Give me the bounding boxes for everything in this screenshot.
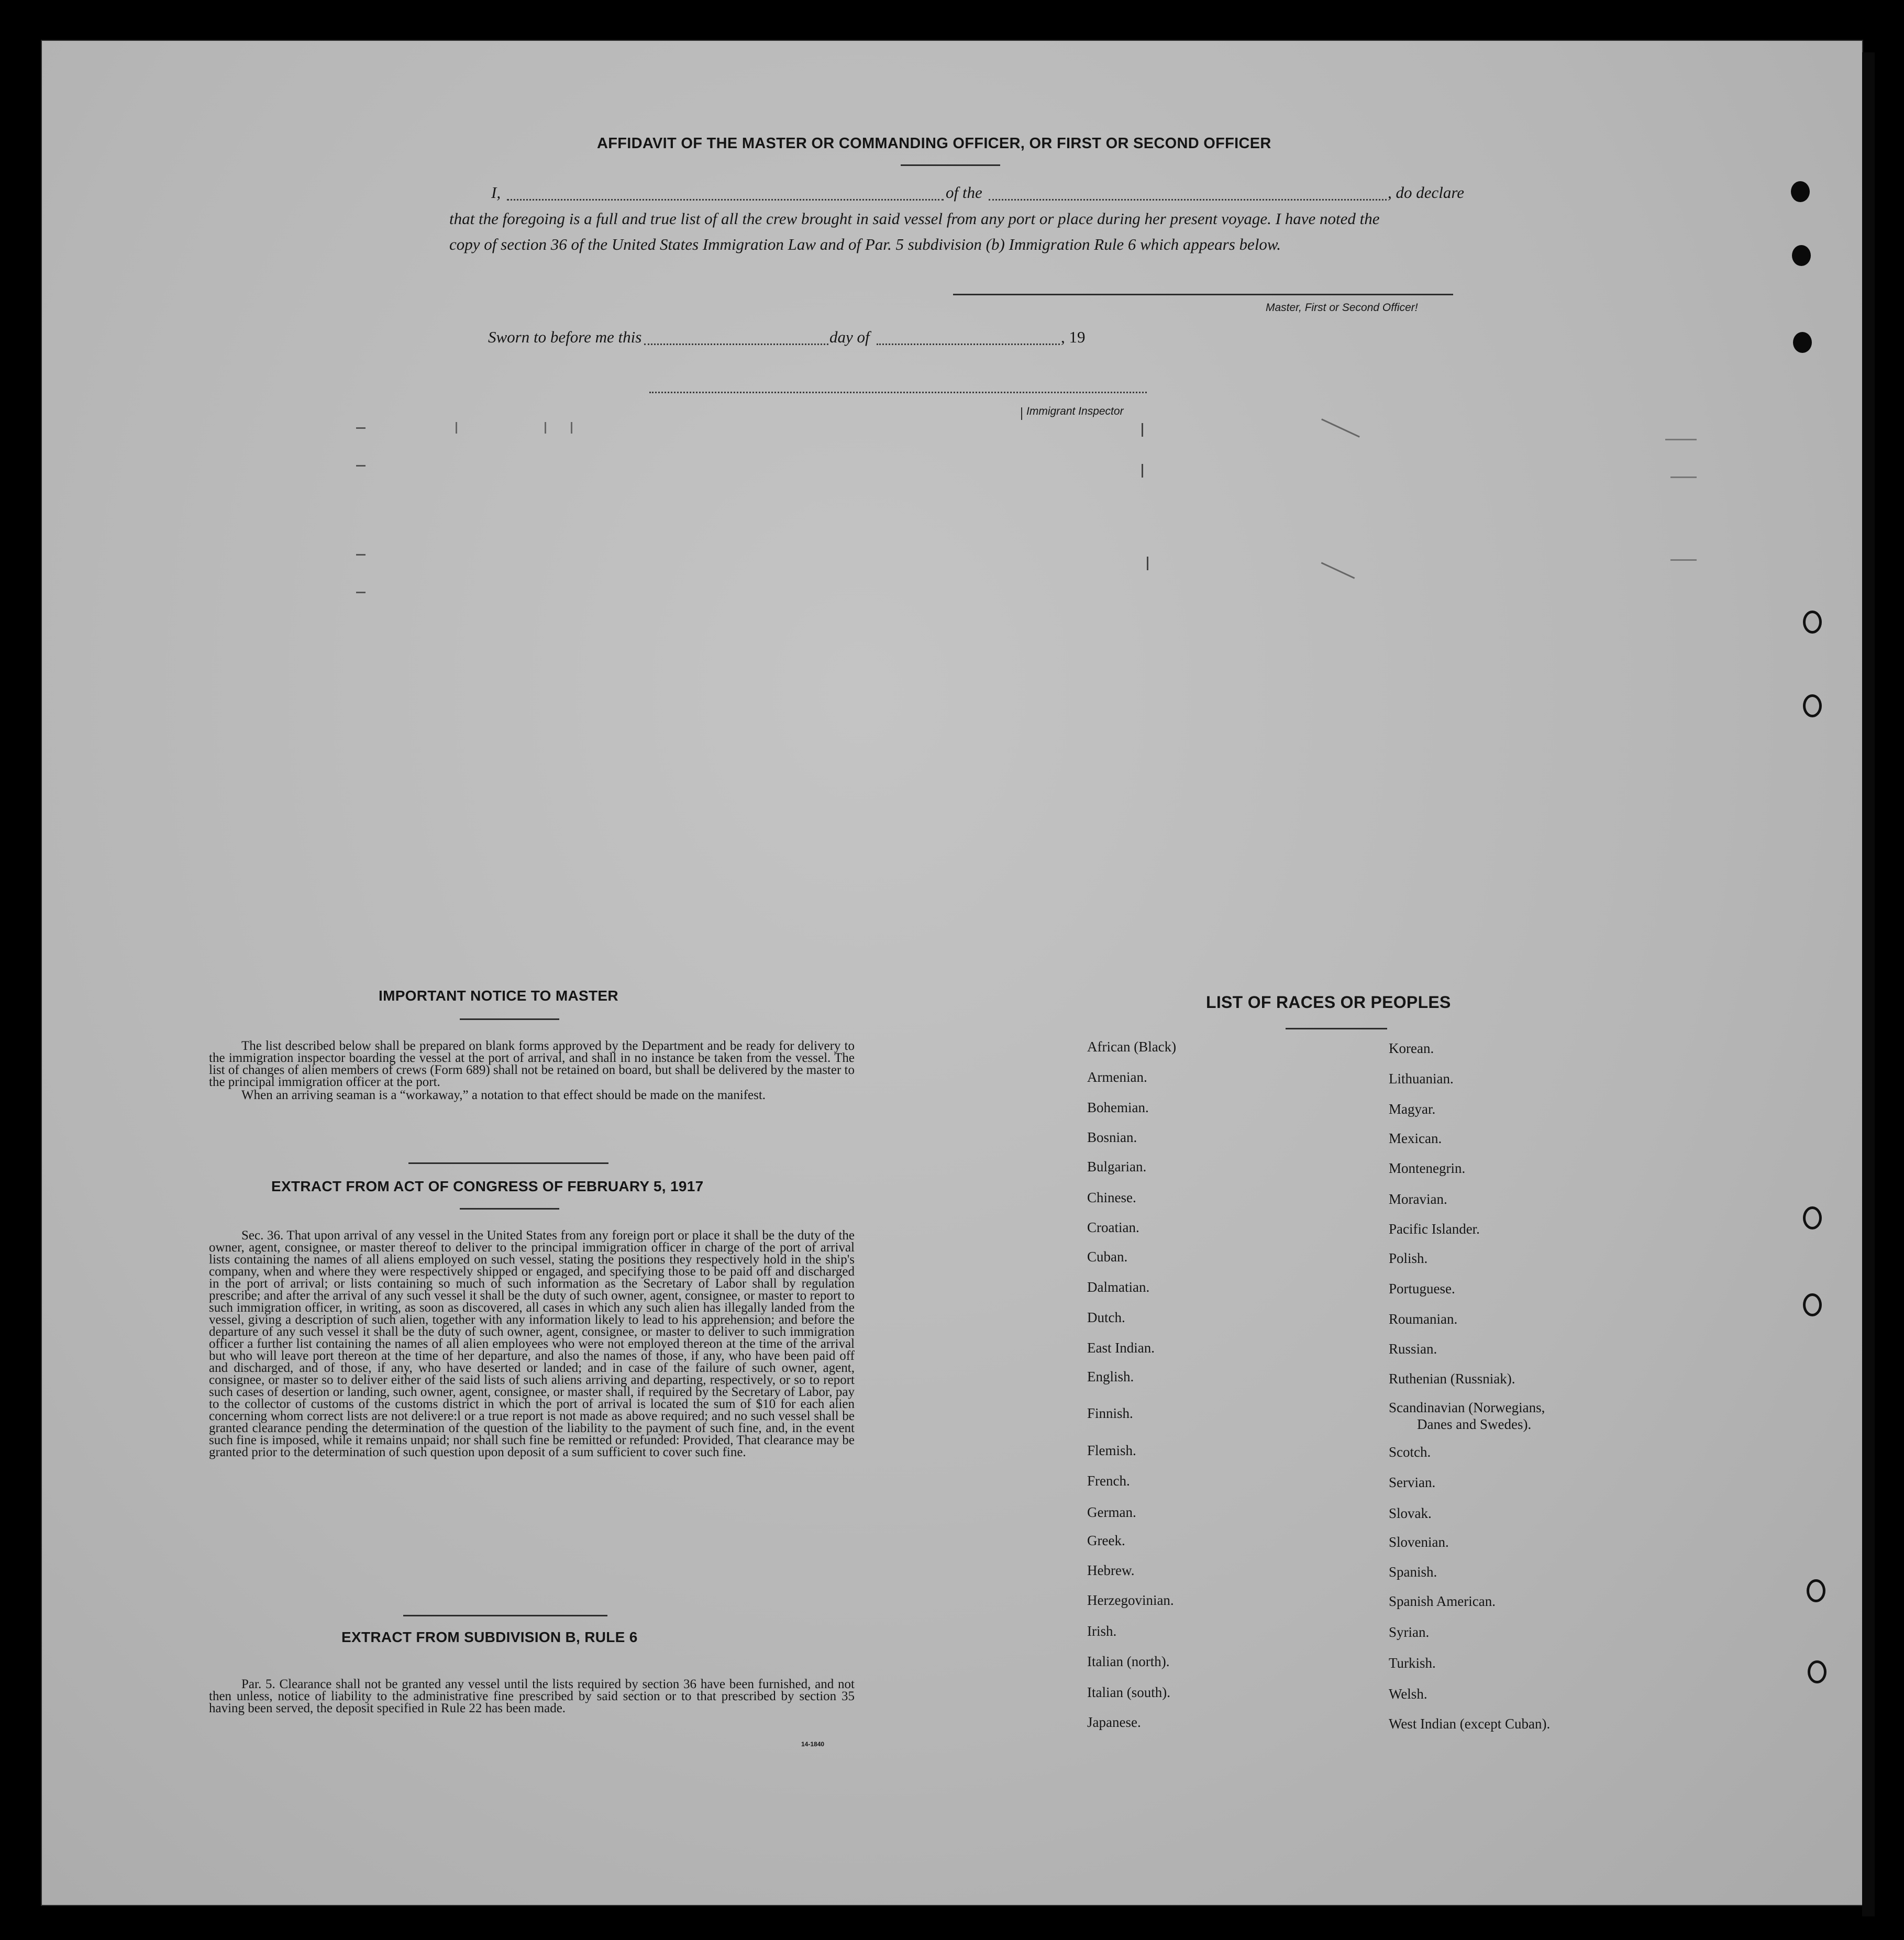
name-field-dots bbox=[507, 199, 944, 201]
race-item: Hebrew. bbox=[1087, 1562, 1135, 1578]
race-item: Bosnian. bbox=[1087, 1129, 1137, 1145]
notice-paragraph-1: The list described below shall be prepared on blank forms approved by the Department and be ready for delivery to the immigration inspector boarding the vessel at the port of arrival, and shall in no instance be taken from the vessel. The list of changes of alien members of crews (Form 689) shall not be retained on board, but shall be delivered by the master to the principal immigration officer at the port. bbox=[209, 1039, 855, 1089]
race-item: Welsh. bbox=[1389, 1686, 1427, 1702]
races-title: LIST OF RACES OR PEOPLES bbox=[1206, 993, 1451, 1012]
extract-rule-text: Par. 5. Clearance shall not be granted any vessel until the lists required by section 36 have been furnished, and not then unless, notice of liability to the administrative fine prescribed by said section or to that prescribed by section 35 having been served, the deposit specified in Rule 22 has been made. bbox=[209, 1677, 855, 1715]
race-item: Greek. bbox=[1087, 1533, 1125, 1548]
race-item: Croatian. bbox=[1087, 1220, 1139, 1235]
extract-act-underline bbox=[460, 1208, 559, 1210]
race-item: Irish. bbox=[1087, 1623, 1117, 1639]
race-item: African (Black) bbox=[1087, 1039, 1177, 1055]
affidavit-i-label: I, bbox=[491, 183, 501, 202]
punch-hole bbox=[1808, 1660, 1826, 1683]
race-item: Chinese. bbox=[1087, 1190, 1136, 1205]
race-item: West Indian (except Cuban). bbox=[1389, 1716, 1551, 1732]
inspector-tick bbox=[1021, 407, 1022, 420]
master-signature-line bbox=[953, 294, 1453, 295]
race-item: Portuguese. bbox=[1389, 1281, 1455, 1296]
race-item: German. bbox=[1087, 1504, 1136, 1520]
punch-hole bbox=[1803, 694, 1822, 717]
inspector-signature-line bbox=[649, 392, 1147, 393]
vessel-field-dots bbox=[989, 199, 1387, 201]
notice-body bbox=[209, 1040, 855, 1101]
sworn-day-dots bbox=[644, 343, 828, 345]
day-of-label: day of bbox=[829, 328, 870, 346]
punch-hole bbox=[1791, 181, 1810, 202]
affidavit-of-the-label: of the bbox=[946, 183, 982, 202]
extract-act-text: Sec. 36. That upon arrival of any vessel in the United States from any foreign port or place it shall be the duty of the owner, agent, consignee, or master thereof to deliver to the principal immigration officer in charge of the port of arrival lists containing the names of all aliens employed on such vessel, stating the positions they respectively hold in the ship's company, when and where they were respectively shipped or engaged, and specifying those to be paid off and discharged in the port of arrival; or lists containing so much of such information as the Secretary of Labor shall by regulation prescribe; and after the arrival of any such vessel it shall be the duty of such owner, agent, consignee, or master to report to such immigration officer, in writing, as soon as discovered, all cases in which any such alien has illegally landed from the vessel, giving a description of such alien, together with any information likely to lead to his apprehension; and before the departure of any such vessel it shall be the duty of such owner, agent, consignee, or master to deliver to such immigration officer a further list containing the names of all alien employees who were not employed thereon at the time of the arrival but who will leave port thereon at the time of her departure, and also the names of those, if any, who have been paid off and discharged, and of those, if any, who have deserted or landed; and in case of the failure of such owner, agent, consignee, or master so to deliver either of the said lists of such aliens arriving and departing, respectively, or so to report such cases of desertion or landing, such owner, agent, consignee, or master shall, if required by the Secretary of Labor, pay to the collector of customs of the customs district in which the port of arrival is located the sum of $10 for each alien concerning whom correct lists are not delivere:l or a true report is not made as above required; and no such vessel shall be granted clearance pending the determination of the question of the liability to the payment of such fine, and, in the event such fine is imposed, while it remains unpaid; nor shall such fine be remitted or refunded: Provided, That clearance may be granted prior to the determination of such question upon deposit of a sum sufficient to cover such fine. bbox=[209, 1228, 855, 1459]
race-item: Bulgarian. bbox=[1087, 1159, 1147, 1174]
race-item: Russian. bbox=[1389, 1341, 1437, 1357]
race-item: Spanish. bbox=[1389, 1564, 1437, 1580]
notice-title: IMPORTANT NOTICE TO MASTER bbox=[379, 988, 618, 1004]
master-signature-label: Master, First or Second Officer! bbox=[1266, 302, 1418, 314]
notice-underline bbox=[460, 1018, 559, 1020]
race-item: Italian (south). bbox=[1087, 1684, 1170, 1700]
extract-act-title: EXTRACT FROM ACT OF CONGRESS OF FEBRUARY 5, 1917 bbox=[271, 1178, 704, 1194]
inspector-label: Immigrant Inspector bbox=[1026, 405, 1124, 417]
page-edge-shadow bbox=[1862, 52, 1875, 1916]
punch-hole bbox=[1793, 332, 1812, 353]
race-item: Polish. bbox=[1389, 1250, 1428, 1266]
punch-hole bbox=[1792, 245, 1811, 266]
race-item: Ruthenian (Russniak). bbox=[1389, 1371, 1515, 1387]
race-item: Bohemian. bbox=[1087, 1100, 1149, 1115]
race-item: Pacific Islander. bbox=[1389, 1221, 1480, 1237]
affidavit-declare-label: , do declare bbox=[1388, 183, 1465, 202]
race-item: Magyar. bbox=[1389, 1101, 1436, 1117]
race-item: English. bbox=[1087, 1369, 1134, 1384]
race-item: Moravian. bbox=[1389, 1191, 1447, 1207]
divider-2 bbox=[403, 1615, 607, 1616]
year-label: , 19 bbox=[1061, 328, 1086, 346]
race-item: Mexican. bbox=[1389, 1130, 1442, 1146]
race-item: Finnish. bbox=[1087, 1405, 1133, 1421]
affidavit-title: AFFIDAVIT OF THE MASTER OR COMMANDING OFFICER, OR FIRST OR SECOND OFFICER bbox=[597, 135, 1271, 152]
race-item: Dalmatian. bbox=[1087, 1279, 1150, 1295]
race-item: Scandinavian (Norwegians, bbox=[1389, 1400, 1545, 1415]
punch-hole bbox=[1803, 1206, 1822, 1229]
sworn-month-dots bbox=[877, 343, 1060, 345]
race-item: Italian (north). bbox=[1087, 1654, 1170, 1669]
race-item: Scotch. bbox=[1389, 1444, 1431, 1460]
race-item: Servian. bbox=[1389, 1475, 1436, 1490]
extract-rule-body bbox=[209, 1678, 855, 1714]
divider-1 bbox=[408, 1162, 608, 1164]
punch-hole bbox=[1803, 611, 1822, 634]
sworn-label: Sworn to before me this bbox=[488, 328, 642, 346]
race-item: Montenegrin. bbox=[1389, 1160, 1466, 1176]
race-item: Turkish. bbox=[1389, 1655, 1436, 1671]
document-page bbox=[42, 41, 1862, 1905]
race-item: Roumanian. bbox=[1389, 1311, 1458, 1327]
race-item: Armenian. bbox=[1087, 1069, 1147, 1085]
race-item: French. bbox=[1087, 1473, 1130, 1489]
race-item: Dutch. bbox=[1087, 1310, 1125, 1325]
extract-act-body bbox=[209, 1229, 855, 1458]
affidavit-line-1 bbox=[491, 183, 1518, 204]
races-underline bbox=[1286, 1028, 1387, 1029]
title-underline bbox=[901, 164, 1000, 166]
race-item: East Indian. bbox=[1087, 1340, 1155, 1356]
punch-hole bbox=[1803, 1293, 1822, 1316]
bleed-through-marks bbox=[42, 41, 1862, 1905]
race-item: Japanese. bbox=[1087, 1714, 1141, 1730]
race-item: Spanish American. bbox=[1389, 1593, 1496, 1609]
race-item: Cuban. bbox=[1087, 1249, 1128, 1265]
race-item: Herzegovinian. bbox=[1087, 1592, 1174, 1608]
sworn-line bbox=[488, 328, 1116, 349]
notice-paragraph-2: When an arriving seaman is a “workaway,” a notation to that effect should be made on the manifest. bbox=[241, 1088, 766, 1102]
race-item: Slovak. bbox=[1389, 1505, 1432, 1521]
form-number: 14-1840 bbox=[801, 1741, 825, 1748]
race-item: Slovenian. bbox=[1389, 1534, 1449, 1550]
race-item: Korean. bbox=[1389, 1040, 1434, 1056]
punch-hole bbox=[1807, 1579, 1825, 1602]
affidavit-line-3: copy of section 36 of the United States Immigration Law and of Par. 5 subdivision (b) Immigration Rule 6 which appears below. bbox=[449, 235, 1281, 253]
extract-rule-title: EXTRACT FROM SUBDIVISION B, RULE 6 bbox=[341, 1629, 638, 1645]
race-item: Danes and Swedes). bbox=[1417, 1416, 1532, 1432]
race-item: Syrian. bbox=[1389, 1624, 1430, 1640]
race-item: Flemish. bbox=[1087, 1443, 1136, 1458]
race-item: Lithuanian. bbox=[1389, 1071, 1454, 1087]
affidavit-line-2: that the foregoing is a full and true list of all the crew brought in said vessel from any port or place during her present voyage. I have noted the bbox=[449, 209, 1380, 228]
